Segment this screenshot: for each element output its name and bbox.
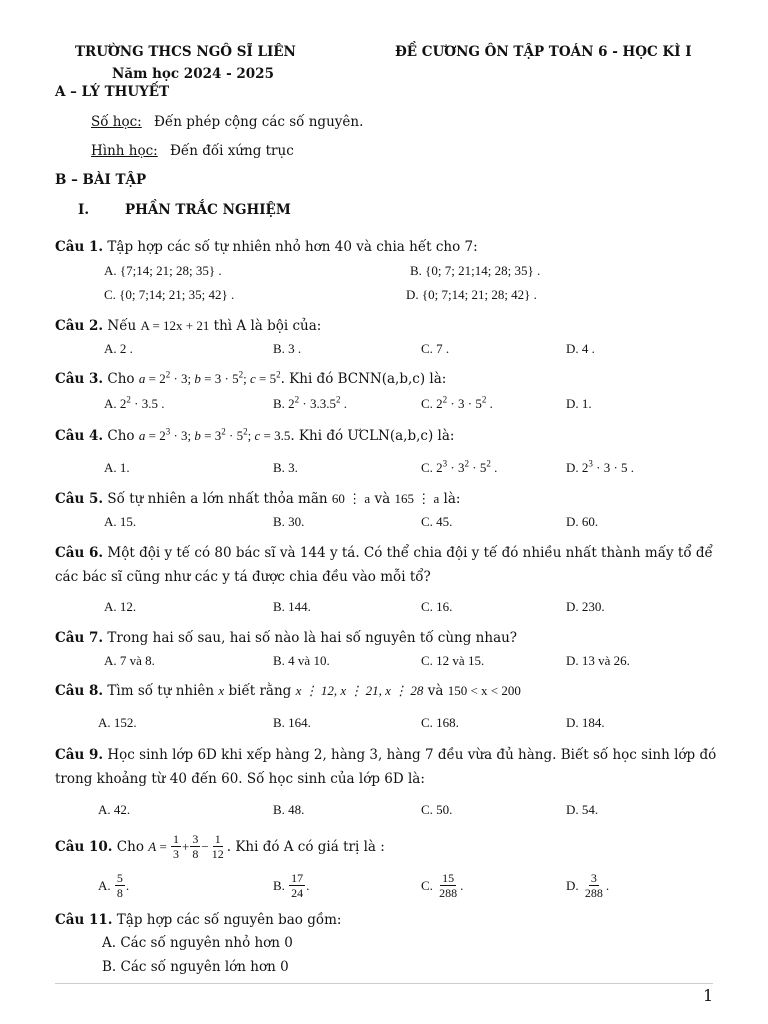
question-3-post: . Khi đó BCNN(a,b,c) là: xyxy=(280,371,447,387)
question-2-post: thì A là bội của: xyxy=(213,318,322,334)
q5-option-a: A. 15. xyxy=(104,514,137,529)
q3-option-c: C. $2^2 \cdot 3 \cdot 5^2$ . xyxy=(421,394,493,411)
q6-option-d: D. 230. xyxy=(566,599,605,614)
footer-divider xyxy=(55,983,713,984)
q9-option-c: C. 50. xyxy=(421,802,453,817)
q9-option-b: B. 48. xyxy=(273,802,305,817)
question-6-line1: Một đội y tế có 80 bác sĩ và 144 y tá. Có thể chia đội y tế đó nhiều nhất thành mấy tổ để xyxy=(107,545,713,561)
question-9-line2: trong khoảng từ 40 đến 60. Số học sinh của lớp 6D là: xyxy=(55,771,425,787)
question-2-label: Câu 2. xyxy=(55,318,104,334)
question-5-pre: Số tự nhiên a lớn nhất thỏa mãn xyxy=(107,491,328,507)
q4-option-c: C. $2^3 \cdot 3^2 \cdot 5^2$ . xyxy=(421,458,498,475)
question-3-label: Câu 3. xyxy=(55,371,104,387)
q8-option-c: C. 168. xyxy=(421,715,459,730)
q2-option-a: A. 2 . xyxy=(104,341,133,356)
question-4-post: . Khi đó ƯCLN(a,b,c) là: xyxy=(290,428,455,444)
q10-option-d: D. $\frac{3}{288}$ . xyxy=(566,871,610,900)
q7-option-a: A. 7 và 8. xyxy=(104,653,155,668)
q2-option-b: B. 3 . xyxy=(273,341,302,356)
q1-option-d: D. {0; 7;14; 21; 28; 42} . xyxy=(406,287,537,302)
question-5-mid: và xyxy=(374,491,391,507)
question-10-post: . Khi đó A có giá trị là : xyxy=(226,838,385,855)
q9-option-d: D. 54. xyxy=(566,802,599,817)
geometry-label: Hình học: xyxy=(91,143,158,159)
question-4-math: $a = 2^3 \cdot 3$; $b = 3^2 \cdot 5^2$; c = 3.5 xyxy=(138,426,291,443)
q11-option-a: A. Các số nguyên nhỏ hơn 0 xyxy=(102,935,293,951)
question-1-label: Câu 1. xyxy=(55,239,104,255)
q6-option-a: A. 12. xyxy=(104,599,137,614)
q4-option-a: A. 1. xyxy=(104,460,130,475)
q8-option-b: B. 164. xyxy=(273,715,311,730)
exercises-heading: B – BÀI TẬP xyxy=(55,172,147,188)
q10-option-a: A. $\frac{5}{8}$ . xyxy=(98,871,130,900)
document-title: ĐỀ CƯƠNG ÔN TẬP TOÁN 6 - HỌC KÌ I xyxy=(395,44,692,60)
q3-option-b: B. $2^2 \cdot 3.3.5^2$ . xyxy=(273,394,348,411)
q1-option-b: B. {0; 7; 21;14; 28; 35} . xyxy=(410,263,541,278)
section-title: PHẦN TRẮC NGHIỆM xyxy=(125,202,291,218)
page-number: 1 xyxy=(703,986,714,1005)
q6-option-c: C. 16. xyxy=(421,599,453,614)
question-8-label: Câu 8. xyxy=(55,683,104,699)
fraction: $\frac{1}{3}$ xyxy=(173,832,180,861)
question-3 xyxy=(55,371,446,387)
question-10 xyxy=(55,832,385,861)
theory-heading: A – LÝ THUYẾT xyxy=(55,84,170,100)
question-7-label: Câu 7. xyxy=(55,630,104,646)
question-3-pre: Cho xyxy=(107,371,135,387)
question-6-line2: các bác sĩ cũng như các y tá được chia đều vào mỗi tổ? xyxy=(55,569,431,585)
question-8-and: và xyxy=(427,683,444,699)
q2-option-c: C. 7 . xyxy=(421,341,450,356)
q8-option-d: D. 184. xyxy=(566,715,605,730)
section-number: I. xyxy=(78,202,90,218)
algebra-label: Số học: xyxy=(91,114,142,130)
question-8 xyxy=(55,683,521,699)
question-6 xyxy=(55,545,713,561)
q10-option-b: B. $\frac{17}{24}$ . xyxy=(273,871,310,900)
q3-option-d: D. 1. xyxy=(566,396,592,411)
question-3-math: $a = 2^2 \cdot 3$; $b = 3 \cdot 5^2$; $c = 5^2$ xyxy=(138,369,281,386)
question-10-label: Câu 10. xyxy=(55,838,113,855)
q5-option-d: D. 60. xyxy=(566,514,599,529)
question-9-label: Câu 9. xyxy=(55,747,104,763)
q6-option-b: B. 144. xyxy=(273,599,311,614)
question-2-pre: Nếu xyxy=(107,318,137,334)
question-9 xyxy=(55,747,716,763)
question-10-math: A = $\frac{1}{3}$ + $\frac{3}{8}$ − $\frac{1}{12}$ xyxy=(148,832,224,861)
question-5-math-1: 60 ⋮ a xyxy=(331,491,371,506)
question-2 xyxy=(55,318,321,334)
q8-option-a: A. 152. xyxy=(98,715,137,730)
geometry-line xyxy=(91,143,294,159)
question-8-math-1: x ⋮ 12, x ⋮ 21, x ⋮ 28 xyxy=(295,683,424,698)
question-9-line1: Học sinh lớp 6D khi xếp hàng 2, hàng 3, hàng 7 đều vừa đủ hàng. Biết số học sinh lớp đó xyxy=(107,747,717,763)
question-8-math-2: 150 < x < 200 xyxy=(447,683,521,698)
algebra-line xyxy=(91,114,363,130)
school-name: TRƯỜNG THCS NGÔ SĨ LIÊN xyxy=(75,44,296,60)
question-4-pre: Cho xyxy=(107,428,135,444)
question-8-var: x xyxy=(218,683,225,698)
q4-option-b: B. 3. xyxy=(273,460,298,475)
question-7 xyxy=(55,630,517,646)
question-8-pre: Tìm số tự nhiên xyxy=(107,683,215,699)
q1-option-c: C. {0; 7;14; 21; 35; 42} . xyxy=(104,287,235,302)
q5-option-c: C. 45. xyxy=(421,514,453,529)
question-8-mid: biết rằng xyxy=(228,683,292,699)
question-1 xyxy=(55,239,478,255)
q11-option-b: B. Các số nguyên lớn hơn 0 xyxy=(102,959,289,975)
question-11 xyxy=(55,912,341,928)
question-5-math-2: 165 ⋮ a xyxy=(394,491,440,506)
question-1-text: Tập hợp các số tự nhiên nhỏ hơn 40 và chia hết cho 7: xyxy=(107,239,478,255)
question-5-post: là: xyxy=(443,491,461,507)
question-5-label: Câu 5. xyxy=(55,491,104,507)
question-11-text: Tập hợp các số nguyên bao gồm: xyxy=(116,912,342,928)
q10-option-c: C. $\frac{15}{288}$ . xyxy=(421,871,464,900)
fraction: $\frac{3}{8}$ xyxy=(192,832,199,861)
q1-option-a: A. {7;14; 21; 28; 35} . xyxy=(104,263,222,278)
fraction: $\frac{1}{12}$ xyxy=(211,832,224,861)
question-4 xyxy=(55,428,454,444)
q7-option-c: C. 12 và 15. xyxy=(421,653,485,668)
question-10-pre: Cho xyxy=(116,838,144,855)
q5-option-b: B. 30. xyxy=(273,514,305,529)
algebra-text: Đến phép cộng các số nguyên. xyxy=(154,114,364,130)
question-5 xyxy=(55,491,460,507)
q9-option-a: A. 42. xyxy=(98,802,131,817)
q2-option-d: D. 4 . xyxy=(566,341,595,356)
q7-option-b: B. 4 và 10. xyxy=(273,653,330,668)
geometry-text: Đến đối xứng trục xyxy=(170,143,294,159)
q4-option-d: D. $2^3 \cdot 3 \cdot 5$ . xyxy=(566,458,635,475)
question-4-label: Câu 4. xyxy=(55,428,104,444)
question-7-text: Trong hai số sau, hai số nào là hai số nguyên tố cùng nhau? xyxy=(107,630,518,646)
question-11-label: Câu 11. xyxy=(55,912,113,928)
school-year: Năm học 2024 - 2025 xyxy=(112,66,274,82)
question-6-label: Câu 6. xyxy=(55,545,104,561)
question-2-math: A = 12x + 21 xyxy=(140,318,210,333)
q7-option-d: D. 13 và 26. xyxy=(566,653,630,668)
q3-option-a: A. $2^2 \cdot 3.5$ . xyxy=(104,394,165,411)
